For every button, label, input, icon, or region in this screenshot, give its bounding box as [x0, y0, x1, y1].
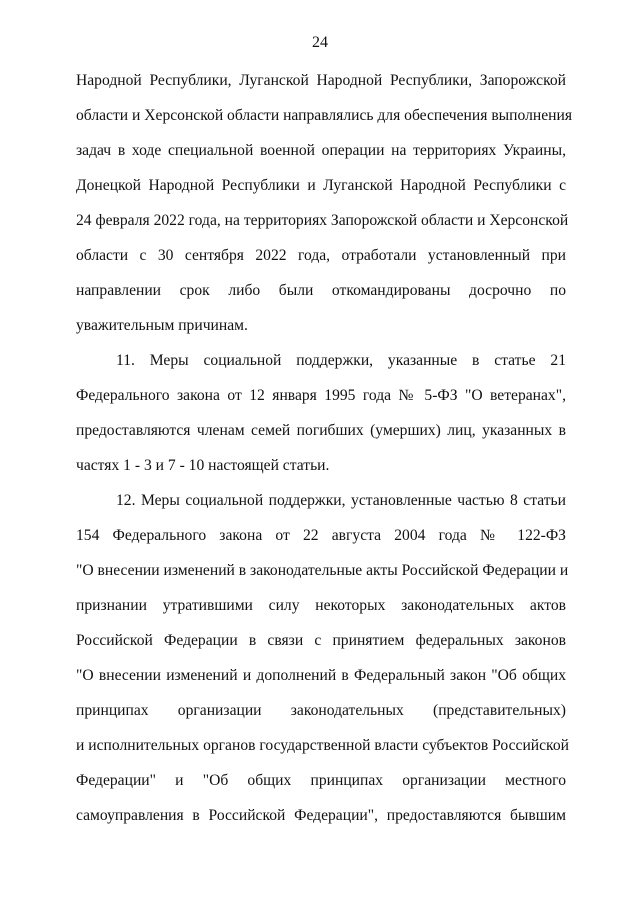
paragraph-12: [76, 483, 569, 833]
text-line: предоставляются членам семей погибших (умерших) лиц, указанных в: [76, 422, 566, 439]
text-line: самоуправления в Российской Федерации", предоставляются бывшим: [76, 807, 566, 824]
text-line: "О внесении изменений в законодательные акты Российской Федерации и: [76, 562, 569, 579]
text-line: 24 февраля 2022 года, на территориях Запорожской области и Херсонской: [76, 212, 569, 229]
text-line: 154 Федерального закона от 22 августа 2004 года № 122-ФЗ: [76, 527, 566, 544]
text-line: области с 30 сентября 2022 года, отработали установленный при: [76, 247, 566, 264]
text-line: Народной Республики, Луганской Народной Республики, Запорожской: [76, 72, 566, 89]
text-line: принципах организации законодательных (представительных): [76, 702, 566, 719]
page-number: 24: [312, 34, 328, 51]
text-line: 12. Меры социальной поддержки, установленные частью 8 статьи: [116, 492, 566, 509]
text-line: признании утратившими силу некоторых законодательных актов: [76, 597, 566, 614]
text-line: "О внесении изменений и дополнений в Федеральный закон "Об общих: [76, 667, 566, 684]
text-line: Донецкой Народной Республики и Луганской Народной Республики с: [76, 177, 566, 194]
text-line: и исполнительных органов государственной власти субъектов Российской: [76, 737, 569, 754]
text-line: направлении срок либо были откомандированы досрочно по: [76, 282, 566, 299]
document-body: [76, 63, 573, 833]
text-line: задач в ходе специальной военной операции на территориях Украины,: [76, 142, 566, 159]
text-line: Федерации" и "Об общих принципах организации местного: [76, 772, 566, 789]
text-line: уважительным причинам.: [76, 317, 248, 334]
text-line: Российской Федерации в связи с принятием федеральных законов: [76, 632, 566, 649]
text-line: области и Херсонской области направлялись для обеспечения выполнения: [76, 107, 573, 124]
text-line: Федерального закона от 12 января 1995 года № 5-ФЗ "О ветеранах",: [76, 387, 566, 404]
paragraph-11: [76, 343, 566, 483]
text-line: частях 1 - 3 и 7 - 10 настоящей статьи.: [76, 457, 330, 474]
paragraph-continuation: [76, 63, 573, 343]
text-line: 11. Меры социальной поддержки, указанные в статье 21: [116, 352, 566, 369]
